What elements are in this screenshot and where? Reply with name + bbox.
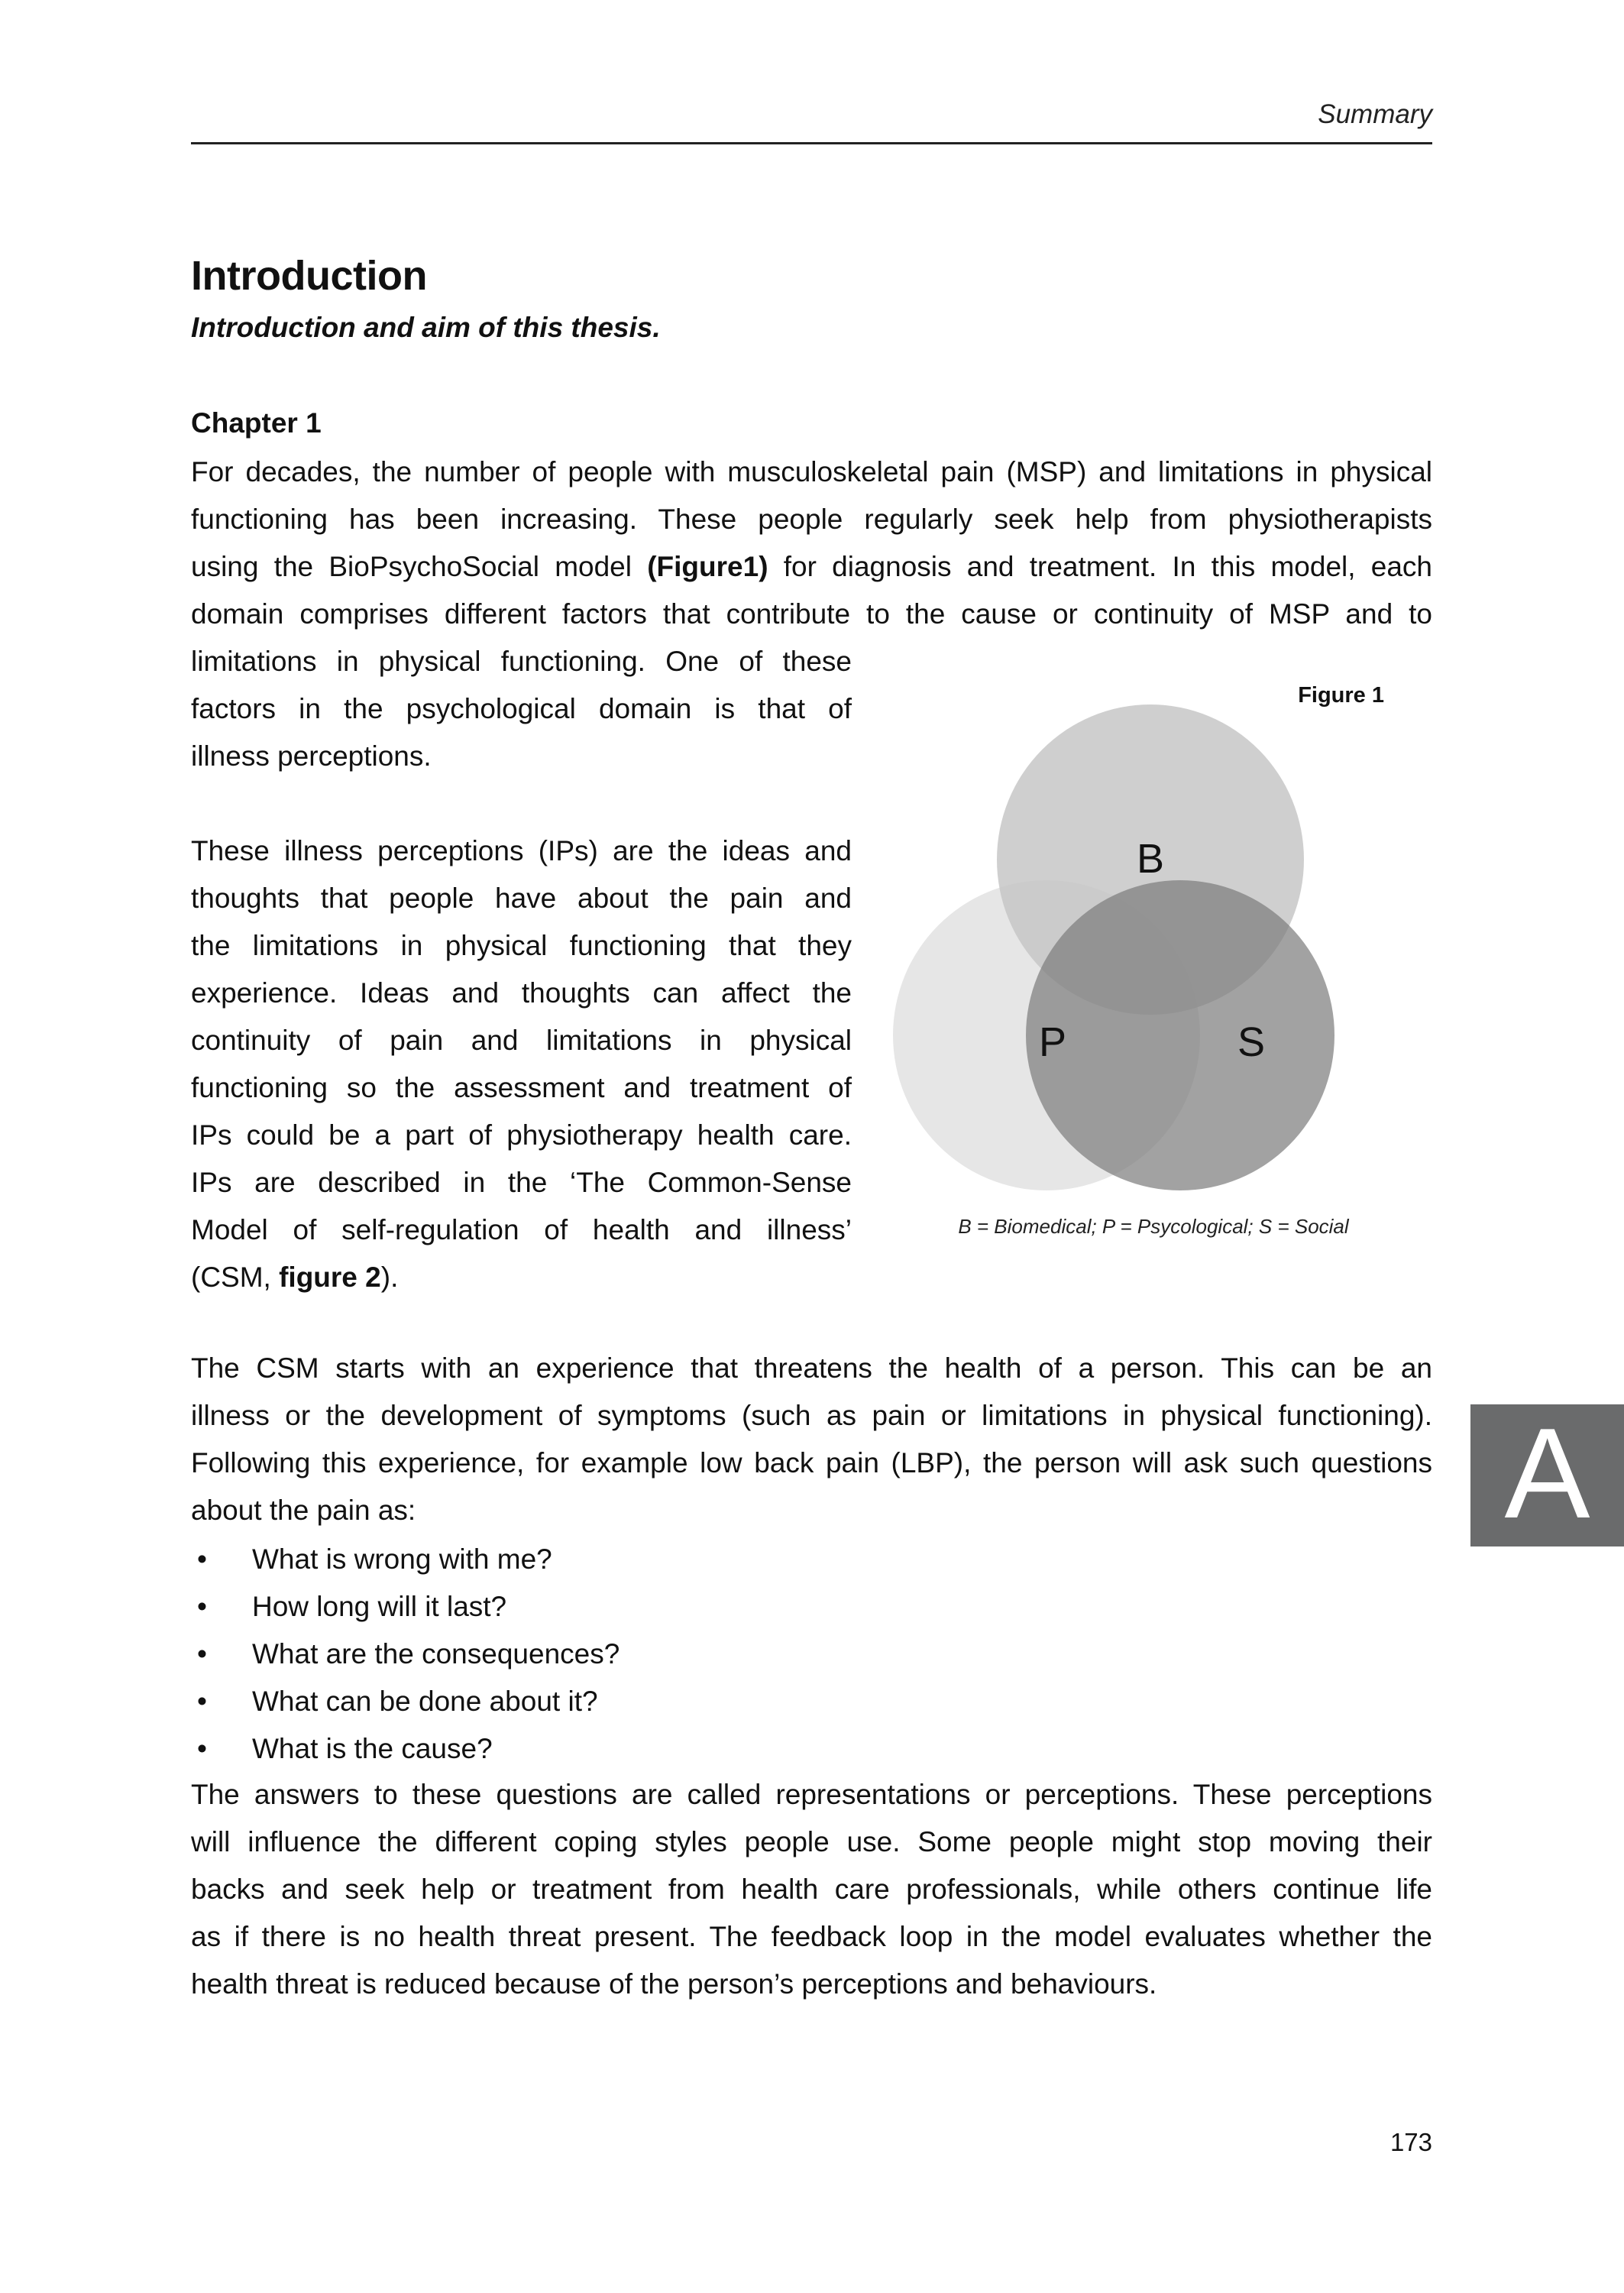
- figure-1-venn-diagram: [886, 672, 1421, 1253]
- label-s: S: [1237, 1019, 1266, 1065]
- text-line: health threat is reduced because of the person’s perceptions and behaviours.: [191, 1968, 1157, 2000]
- section-tab: [1470, 1401, 1624, 1546]
- text-line: IPs could be a part of physiotherapy health care.: [191, 1119, 852, 1151]
- text-line: will influence the different coping styles people use. Some people might stop moving their: [191, 1826, 1432, 1857]
- section-tab-letter: A: [1504, 1401, 1590, 1545]
- text-line: domain comprises different factors that contribute to the cause or continuity of MSP and to: [191, 598, 1432, 630]
- text-line: thoughts that people have about the pain and: [191, 883, 852, 914]
- bullet-icon: •: [197, 1638, 207, 1670]
- running-header-title: Summary: [1318, 99, 1432, 129]
- figure-caption: B = Biomedical; P = Psycological; S = Social: [958, 1215, 1349, 1238]
- section-subtitle: Introduction and aim of this thesis.: [191, 312, 661, 343]
- bullet-icon: •: [197, 1591, 207, 1622]
- section-title: Introduction: [191, 253, 427, 299]
- paragraph-illness-perceptions: [191, 827, 852, 1301]
- list-item: • What is the cause?: [191, 1725, 955, 1773]
- text-line: continuity of pain and limitations in physical: [191, 1025, 852, 1056]
- text-line: experience. Ideas and thoughts can affect the: [191, 977, 852, 1009]
- text-line: functioning so the assessment and treatment of: [191, 1072, 852, 1103]
- text-line: illness perceptions.: [191, 740, 432, 772]
- text-line: Following this experience, for example low back pain (LBP), the person will ask such questions: [191, 1447, 1432, 1478]
- text-line: These illness perceptions (IPs) are the ideas and: [191, 835, 852, 866]
- text-line: functioning has been increasing. These people regularly seek help from physiotherapists: [191, 504, 1432, 535]
- text-line: as if there is no health threat present. The feedback loop in the model evaluates whether the: [191, 1921, 1432, 1952]
- paragraph-intro-continued: [191, 638, 852, 780]
- text-line: about the pain as:: [191, 1495, 416, 1526]
- list-item: • What can be done about it?: [191, 1678, 955, 1725]
- text-line: For decades, the number of people with musculoskeletal pain (MSP) and limitations in physical: [191, 456, 1432, 487]
- text-line: limitations in physical functioning. One of these: [191, 646, 852, 677]
- bullet-icon: •: [197, 1733, 207, 1764]
- list-item: • What is wrong with me?: [191, 1536, 955, 1583]
- page-number: 173: [1389, 2128, 1432, 2156]
- text-line: The CSM starts with an experience that threatens the health of a person. This can be an: [191, 1352, 1432, 1384]
- text-line: Model of self-regulation of health and illness’: [191, 1214, 852, 1245]
- text-line: IPs are described in the ‘The Common-Sense: [191, 1167, 852, 1198]
- label-p: P: [1038, 1019, 1067, 1065]
- text-line: (CSM, figure 2).: [191, 1261, 399, 1293]
- paragraph-coping: [191, 1771, 1432, 2008]
- running-header: [191, 99, 1432, 145]
- figure1-reference: (Figure1): [647, 551, 768, 582]
- questions-list: [191, 1536, 955, 1773]
- label-b: B: [1136, 836, 1165, 882]
- text-line: The answers to these questions are called representations or perceptions. These perceptions: [191, 1779, 1432, 1810]
- figure-label: Figure 1: [1298, 683, 1384, 708]
- paragraph-csm: [191, 1345, 1432, 1534]
- figure2-reference: figure 2: [279, 1261, 381, 1293]
- list-item: • How long will it last?: [191, 1583, 955, 1631]
- paragraph-intro: [191, 449, 1432, 638]
- text-line: the limitations in physical functioning that they: [191, 930, 852, 961]
- bullet-icon: •: [197, 1686, 207, 1717]
- circle-social: [1026, 880, 1334, 1190]
- header-rule: [191, 142, 1432, 144]
- text-line: using the BioPsychoSocial model (Figure1) for diagnosis and treatment. In this model, each: [191, 551, 1432, 582]
- text-line: illness or the development of symptoms (such as pain or limitations in physical functioning).: [191, 1400, 1432, 1431]
- bullet-icon: •: [197, 1543, 207, 1575]
- text-line: backs and seek help or treatment from health care professionals, while others continue life: [191, 1874, 1432, 1905]
- chapter-heading: Chapter 1: [191, 407, 322, 439]
- venn-diagram: [886, 672, 1421, 1207]
- text-line: factors in the psychological domain is that of: [191, 693, 852, 724]
- list-item: • What are the consequences?: [191, 1631, 955, 1678]
